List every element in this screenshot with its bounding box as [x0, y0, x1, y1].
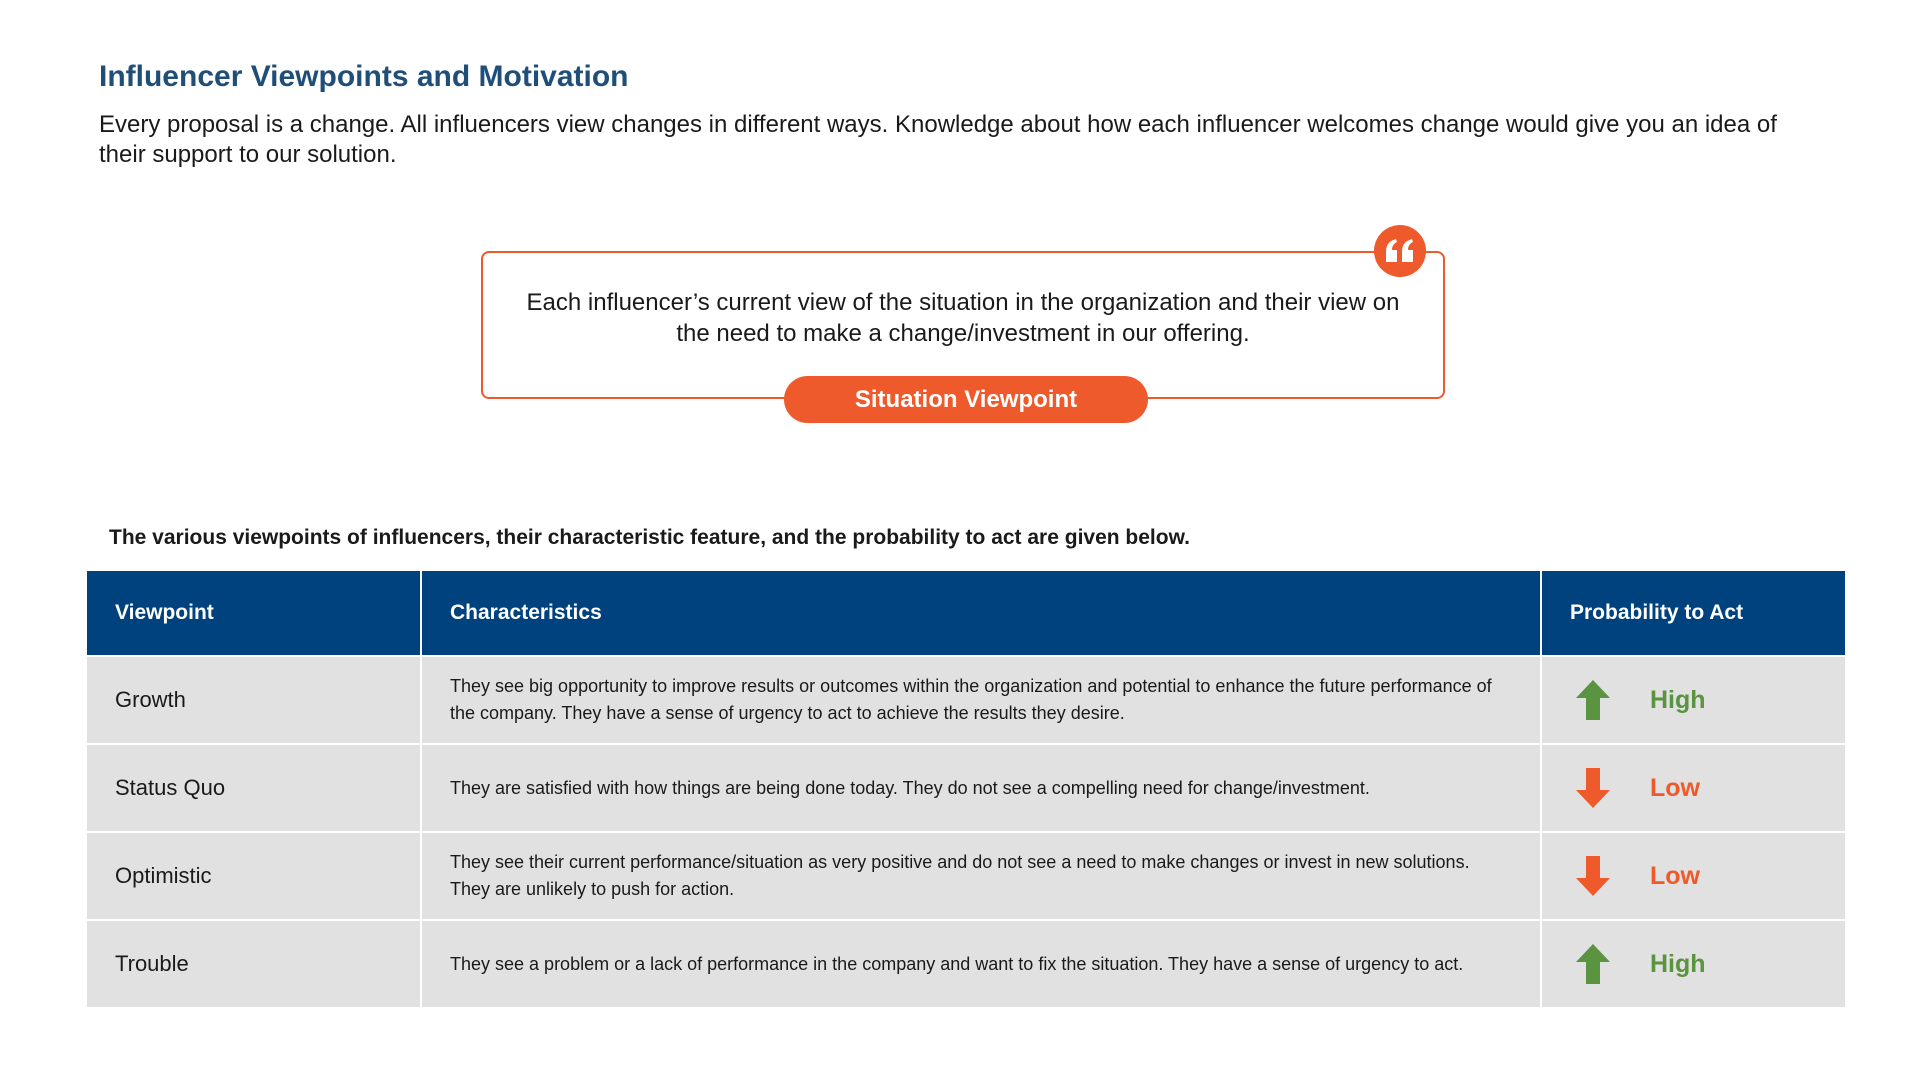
table-header-row — [86, 570, 1846, 656]
viewpoint-cell: Status Quo — [86, 744, 421, 832]
situation-viewpoint-label: Situation Viewpoint — [784, 376, 1148, 423]
table-row — [86, 656, 1846, 744]
table-row — [86, 744, 1846, 832]
page-title: Influencer Viewpoints and Motivation — [99, 60, 629, 93]
arrow-down-icon — [1576, 856, 1610, 896]
probability-cell — [1541, 832, 1846, 920]
table-caption: The various viewpoints of influencers, their characteristic feature, and the probability to act are given below. — [109, 526, 1190, 549]
viewpoints-table — [85, 569, 1847, 1009]
characteristics-cell: They see big opportunity to improve results or outcomes within the organization and potential to enhance the future performance of the company. They have a sense of urgency to act to achieve the results they desire. — [421, 656, 1541, 744]
probability-cell — [1541, 920, 1846, 1008]
callout-text: Each influencer’s current view of the situation in the organization and their view on the need to make a change/investment in our offering. — [526, 289, 1400, 347]
characteristics-cell: They see their current performance/situation as very positive and do not see a need to make changes or invest in new solutions. They are unlikely to push for action. — [421, 832, 1541, 920]
probability-label: Low — [1650, 773, 1700, 802]
viewpoint-cell: Optimistic — [86, 832, 421, 920]
viewpoint-cell: Trouble — [86, 920, 421, 1008]
probability-label: Low — [1650, 861, 1700, 890]
header-viewpoint: Viewpoint — [86, 570, 421, 656]
arrow-down-icon — [1576, 768, 1610, 808]
viewpoint-cell: Growth — [86, 656, 421, 744]
table-row — [86, 920, 1846, 1008]
intro-text: Every proposal is a change. All influencers view changes in different ways. Knowledge about how each influencer welcomes change would give you an idea of their support to our solution. — [99, 111, 1777, 168]
probability-cell — [1541, 744, 1846, 832]
arrow-up-icon — [1576, 680, 1610, 720]
header-probability: Probability to Act — [1541, 570, 1846, 656]
quote-icon — [1374, 225, 1426, 277]
probability-label: High — [1650, 685, 1706, 714]
characteristics-cell: They see a problem or a lack of performance in the company and want to fix the situation. They have a sense of urgency to act. — [421, 920, 1541, 1008]
arrow-up-icon — [1576, 944, 1610, 984]
characteristics-cell: They are satisfied with how things are being done today. They do not see a compelling need for change/investment. — [421, 744, 1541, 832]
table-row — [86, 832, 1846, 920]
probability-label: High — [1650, 949, 1706, 978]
probability-cell — [1541, 656, 1846, 744]
header-characteristics: Characteristics — [421, 570, 1541, 656]
